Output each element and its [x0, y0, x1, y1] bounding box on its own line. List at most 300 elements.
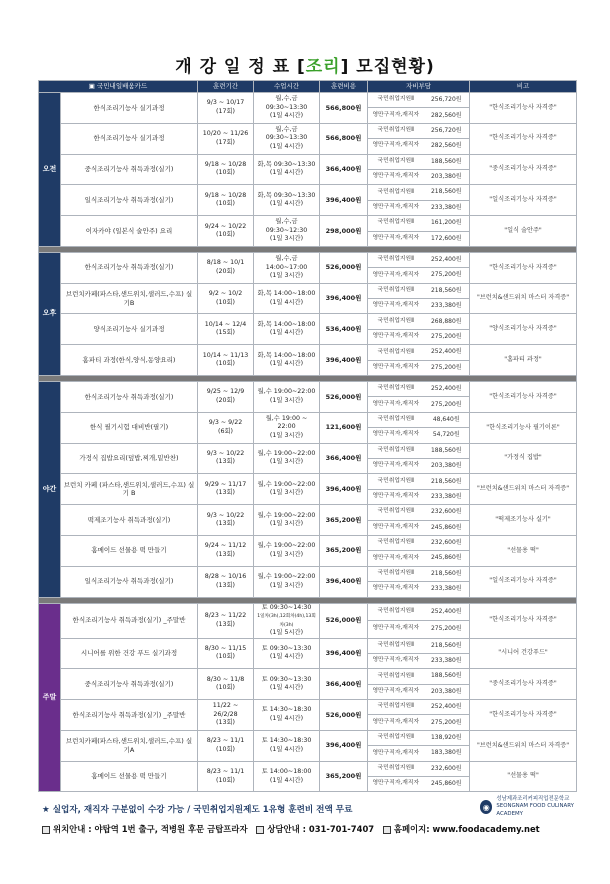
course-name-text: 한식조리기능사 취득과정(실기) _주말반 — [72, 616, 186, 625]
fee-label-text: 국민취업지원Ⅱ — [377, 317, 414, 324]
course-name — [61, 730, 198, 761]
course-period — [198, 283, 254, 314]
count-text: (13회) — [216, 458, 236, 466]
course-name-text: 홈파티 과정(한식,양식,동양요리) — [82, 355, 176, 364]
notice-text: 실업자, 재직자 구분없이 수강 가능 / 국민취업지원제도 1유형 훈련비 전액 무료 — [52, 805, 353, 815]
period-text: 9/25 ~ 12/9 — [206, 388, 245, 396]
course-name-text: 브런치카페(파스타,샌드위치,샐러드,수프) 실기B — [65, 289, 193, 307]
course-period — [198, 474, 254, 505]
course-row — [39, 603, 577, 621]
note-text: "브런치&샌드위치 마스터 자격증" — [476, 294, 570, 302]
period-text: 9/3 ~ 9/22 — [208, 419, 243, 427]
footer-notice — [42, 803, 352, 815]
fee-value-text: 188,560원 — [430, 157, 462, 165]
time-text: 월,수 19:00 ~ 22:00 — [265, 414, 308, 431]
course-price — [320, 505, 368, 536]
count-text: (10회) — [216, 653, 236, 661]
course-name — [61, 535, 198, 566]
hours-text: (1일 4시간) — [269, 329, 304, 337]
title-part3: ] 모집현황) — [340, 57, 435, 77]
count-text: (20회) — [216, 396, 236, 404]
course-price — [320, 252, 368, 283]
price-text: 566,800원 — [325, 134, 362, 143]
price-text: 365,200원 — [325, 546, 362, 555]
fee-value-text: 218,560원 — [430, 286, 462, 294]
course-row — [39, 252, 577, 267]
price-text: 121,600원 — [325, 423, 362, 432]
fee-label-2 — [368, 428, 424, 443]
fee-value-text: 218,560원 — [430, 188, 462, 196]
fee-value-text: 233,380원 — [430, 492, 462, 500]
course-price — [320, 474, 368, 505]
fee-value-text: 232,600원 — [430, 508, 462, 516]
fee-label-1 — [368, 154, 424, 169]
course-name-text: 홈메이드 선물용 떡 만들기 — [91, 772, 167, 781]
hours-text: (1일 4시간) — [269, 360, 304, 368]
fee-label-2 — [368, 715, 424, 730]
course-price — [320, 730, 368, 761]
course-note — [470, 505, 577, 536]
fee-value-text: 138,920원 — [430, 733, 462, 741]
course-price — [320, 93, 368, 124]
period-text: 9/29 ~ 11/17 — [204, 480, 247, 488]
course-name-text: 중식조리기능사 취득과정(실기) — [84, 165, 174, 174]
course-period — [198, 700, 254, 731]
course-price — [320, 185, 368, 216]
course-name-text: 한식 필기시험 대비반(필기) — [89, 423, 169, 432]
course-note — [470, 252, 577, 283]
fee-value-text: 268,880원 — [430, 317, 462, 325]
fee-label-text: 국민취업지원Ⅱ — [377, 703, 414, 710]
fee-label-1 — [368, 761, 424, 776]
count-text: (15회) — [216, 329, 236, 337]
fee-label-1 — [368, 603, 424, 621]
note-text: "중식조리기능사 자격증" — [489, 165, 557, 173]
course-period — [198, 314, 254, 345]
count-text: (13회) — [216, 489, 236, 497]
schedule-table — [38, 80, 577, 792]
course-period — [198, 382, 254, 413]
hours-text: (1일 3시간) — [269, 581, 304, 589]
course-time — [254, 93, 320, 124]
course-row — [39, 154, 577, 169]
course-name — [61, 283, 198, 314]
course-note — [470, 283, 577, 314]
fee-label-text: 영만구직자,재직자 — [372, 271, 420, 278]
fee-value-2 — [424, 397, 470, 412]
course-row — [39, 566, 577, 581]
note-text: "한식조리기능사 필기이론" — [486, 423, 560, 431]
fee-value-2 — [424, 489, 470, 504]
course-name-text: 한식조리기능사 실기과정 — [93, 103, 165, 112]
fee-value-text: 252,400원 — [430, 703, 462, 711]
note-text: "떡제조기능사 실기" — [495, 515, 551, 523]
fee-value-2 — [424, 551, 470, 566]
fee-label-text: 국민취업지원Ⅱ — [377, 127, 414, 134]
fee-value-text: 252,400원 — [430, 348, 462, 356]
course-time — [254, 638, 320, 669]
course-name-text: 홈메이드 선물용 떡 만들기 — [91, 546, 167, 555]
price-text: 536,400원 — [325, 324, 362, 333]
course-row — [39, 730, 577, 745]
period-text: 8/30 ~ 11/15 — [204, 644, 247, 652]
fee-label-text: 국민취업지원Ⅱ — [377, 157, 414, 164]
fee-label-text: 영만구직자,재직자 — [372, 585, 420, 592]
time-text: 월,수,금 14:00~17:00 — [265, 255, 308, 271]
course-note — [470, 474, 577, 505]
course-period — [198, 252, 254, 283]
period-text: 8/30 ~ 11/8 — [206, 675, 245, 683]
course-period — [198, 603, 254, 638]
course-note — [470, 185, 577, 216]
fee-label-2 — [368, 329, 424, 344]
course-note — [470, 382, 577, 413]
fee-label-text: 국민취업지원Ⅱ — [377, 385, 414, 392]
course-note — [470, 216, 577, 247]
note-text: "브런치&샌드위치 마스터 자격증" — [476, 741, 570, 749]
fee-label-1 — [368, 638, 424, 653]
count-text: (13회) — [216, 620, 236, 628]
course-time — [254, 474, 320, 505]
logo-subname: SEONGNAM FOOD CULINARY ACADEMY — [496, 803, 574, 817]
time-text: 월,수,금 09:30~12:30 — [265, 218, 308, 234]
course-note — [470, 154, 577, 185]
hours-text: (1일 3시간) — [269, 396, 304, 404]
logo-text — [496, 796, 590, 817]
fee-label-1 — [368, 566, 424, 581]
course-name-text: 한식조리기능사 취득과정(실기) — [84, 263, 174, 272]
fee-value-text: 172,600원 — [430, 234, 462, 242]
fee-label-text: 영만구직자,재직자 — [372, 493, 420, 500]
course-time — [254, 535, 320, 566]
hours-text: (1일 3시간) — [269, 489, 304, 497]
course-row — [39, 216, 577, 231]
fee-value-2 — [424, 653, 470, 668]
note-text: "시니어 건강푸드" — [498, 649, 548, 657]
course-period — [198, 216, 254, 247]
fee-label-text: 국민취업지원Ⅱ — [377, 672, 414, 679]
course-time — [254, 283, 320, 314]
fee-value-text: 233,380원 — [430, 302, 462, 310]
fee-label-text: 영만구직자,재직자 — [372, 204, 420, 211]
fee-value-1 — [424, 535, 470, 550]
fee-value-text: 275,200원 — [430, 718, 462, 726]
fee-label-1 — [368, 345, 424, 360]
course-price — [320, 638, 368, 669]
count-text: (10회) — [216, 231, 236, 239]
period-text: 8/18 ~ 10/1 — [206, 259, 245, 267]
period-text: 10/14 ~ 11/13 — [202, 351, 249, 359]
fee-value-2 — [424, 746, 470, 761]
fee-value-1 — [424, 185, 470, 200]
fee-label-1 — [368, 382, 424, 397]
location-icon — [42, 826, 50, 834]
fee-value-2 — [424, 777, 470, 792]
fee-value-text: 203,380원 — [430, 687, 462, 695]
course-period — [198, 345, 254, 376]
hours-text: (1일 4시간) — [269, 684, 304, 692]
fee-label-text: 국민취업지원Ⅱ — [377, 96, 414, 103]
fee-value-text: 188,560원 — [430, 672, 462, 680]
course-price — [320, 535, 368, 566]
fee-value-2 — [424, 231, 470, 246]
fee-label-1 — [368, 252, 424, 267]
course-name — [61, 505, 198, 536]
fee-value-text: 203,380원 — [430, 173, 462, 181]
fee-label-text: 영만구직자,재직자 — [372, 749, 420, 756]
fee-value-1 — [424, 314, 470, 329]
fee-value-text: 183,380원 — [430, 749, 462, 757]
fee-value-text: 54,720원 — [432, 431, 460, 439]
note-text: "홈파티 과정" — [504, 355, 542, 363]
hours-text: (1일 4시간) — [269, 745, 304, 753]
fee-value-text: 218,560원 — [430, 477, 462, 485]
fee-label-text: 국민취업지원Ⅱ — [377, 734, 414, 741]
course-time — [254, 382, 320, 413]
time-text: 토 14:30~18:30 — [261, 737, 312, 745]
note-text: "일식 술안주" — [504, 226, 542, 234]
fee-value-2 — [424, 428, 470, 443]
price-text: 396,400원 — [325, 649, 362, 657]
course-row — [39, 700, 577, 715]
course-note — [470, 638, 577, 669]
course-row — [39, 505, 577, 520]
course-note — [470, 700, 577, 731]
time-text: 월,수 19:00~22:00 — [257, 388, 316, 396]
fee-value-1 — [424, 216, 470, 231]
fee-value-2 — [424, 360, 470, 375]
fee-label-2 — [368, 397, 424, 412]
period-text: 8/23 ~ 11/1 — [206, 768, 245, 776]
session-label — [39, 382, 61, 597]
fee-value-2 — [424, 520, 470, 535]
fee-value-2 — [424, 582, 470, 597]
fee-value-1 — [424, 700, 470, 715]
fee-value-1 — [424, 154, 470, 169]
fee-label-text: 영만구직자,재직자 — [372, 400, 420, 407]
course-time — [254, 216, 320, 247]
fee-label-2 — [368, 551, 424, 566]
course-time — [254, 505, 320, 536]
table-body — [39, 93, 577, 792]
period-text: 11/22 ~ 26/2/28 — [212, 702, 239, 718]
course-row — [39, 412, 577, 427]
header-card: ▣ 국민내일배움카드 — [39, 81, 198, 93]
course-period — [198, 412, 254, 443]
period-text: 8/23 ~ 11/22 — [204, 612, 247, 619]
course-period — [198, 638, 254, 669]
course-note — [470, 93, 577, 124]
fee-value-1 — [424, 252, 470, 267]
hours-text: (1일 4시간) — [269, 714, 304, 722]
note-text: "선물용 떡" — [507, 772, 539, 780]
price-text: 396,400원 — [325, 484, 362, 493]
course-name — [61, 638, 198, 669]
time-text: 화,목 14:00~18:00 — [257, 351, 316, 359]
course-period — [198, 505, 254, 536]
fee-value-text: 275,200원 — [430, 271, 462, 279]
course-name — [61, 154, 198, 185]
fee-value-text: 252,400원 — [430, 607, 462, 615]
fee-value-text: 245,860원 — [430, 554, 462, 562]
fee-label-2 — [368, 582, 424, 597]
count-text: (10회) — [216, 298, 236, 306]
course-row — [39, 93, 577, 108]
course-period — [198, 93, 254, 124]
fee-label-2 — [368, 777, 424, 792]
fee-value-text: 203,380원 — [430, 462, 462, 470]
course-note — [470, 669, 577, 700]
fee-label-text: 영만구직자,재직자 — [372, 687, 420, 694]
period-text: 9/3 ~ 10/17 — [206, 99, 245, 107]
fee-label-text: 영만구직자,재직자 — [372, 462, 420, 469]
hours-text: (1일 4시간) — [269, 298, 304, 306]
fee-label-text: 영만구직자,재직자 — [372, 780, 420, 787]
session-label-text: 오전 — [42, 164, 57, 173]
course-name-text: 시니어를 위한 건강 푸드 실기과정 — [80, 649, 178, 657]
homepage-link[interactable]: 홈페이지: www.foodacademy.net — [393, 824, 540, 834]
course-price — [320, 283, 368, 314]
fee-value-2 — [424, 329, 470, 344]
fee-value-2 — [424, 299, 470, 314]
logo-name: 성남제과조리커피직업전문학교 — [496, 796, 570, 803]
course-row — [39, 314, 577, 329]
fee-value-text: 232,600원 — [430, 539, 462, 547]
course-name-text: 떡제조기능사 취득과정(실기) — [87, 515, 171, 524]
note-text: "한식조리기능사 자격증" — [489, 392, 557, 400]
course-note — [470, 314, 577, 345]
session-label-text: 오후 — [42, 309, 57, 318]
course-row — [39, 382, 577, 397]
count-text: (20회) — [216, 267, 236, 275]
count-text: (17회) — [216, 138, 236, 146]
fee-label-1 — [368, 123, 424, 138]
period-text: 9/3 ~ 10/22 — [206, 449, 245, 457]
note-text: "일식조리기능사 자격증" — [489, 196, 557, 204]
session-label — [39, 93, 61, 247]
fee-value-2 — [424, 268, 470, 283]
course-name — [61, 216, 198, 247]
time-detail-text: 1일차(3h),12회차(4h),13회차(3h) — [257, 614, 316, 628]
fee-value-text: 282,560원 — [430, 142, 462, 150]
hours-text: (1일 3시간) — [269, 520, 304, 528]
fee-value-text: 275,200원 — [430, 363, 462, 371]
course-name — [61, 93, 198, 124]
course-price — [320, 603, 368, 638]
price-text: 298,000원 — [325, 226, 362, 235]
fee-value-1 — [424, 123, 470, 138]
course-note — [470, 123, 577, 154]
course-name-text: 중식조리기능사 취득과정(실기) — [84, 679, 174, 688]
header-fee: 훈련비용 — [320, 81, 368, 93]
fee-label-2 — [368, 458, 424, 473]
course-period — [198, 761, 254, 792]
course-price — [320, 154, 368, 185]
course-price — [320, 669, 368, 700]
fee-label-2 — [368, 746, 424, 761]
fee-value-text: 161,200원 — [430, 219, 462, 227]
fee-label-text: 영만구직자,재직자 — [372, 363, 420, 370]
session-label — [39, 252, 61, 375]
fee-label-text: 영만구직자,재직자 — [372, 333, 420, 340]
course-name — [61, 123, 198, 154]
fee-label-text: 국민취업지원Ⅱ — [377, 286, 414, 293]
session-label-text: 야간 — [42, 484, 57, 493]
period-text: 8/23 ~ 11/1 — [206, 737, 245, 745]
price-text: 396,400원 — [325, 577, 362, 586]
count-text: (13회) — [216, 520, 236, 528]
course-period — [198, 154, 254, 185]
page-title — [0, 52, 610, 77]
note-text: "선물용 떡" — [507, 546, 539, 554]
period-text: 9/24 ~ 11/12 — [204, 542, 247, 550]
fee-value-1 — [424, 730, 470, 745]
fee-value-text: 275,200원 — [430, 400, 462, 408]
course-name — [61, 566, 198, 597]
fee-label-text: 영만구직자,재직자 — [372, 625, 420, 632]
fee-value-text: 275,200원 — [430, 625, 462, 633]
price-text: 526,000원 — [325, 710, 362, 719]
fee-value-1 — [424, 345, 470, 360]
count-text: (13회) — [216, 719, 236, 727]
fee-label-1 — [368, 185, 424, 200]
fee-value-1 — [424, 761, 470, 776]
time-text: 월,수 19:00~22:00 — [257, 542, 316, 550]
fee-label-1 — [368, 93, 424, 108]
fee-label-2 — [368, 520, 424, 535]
footer-contact — [42, 823, 540, 835]
logo-mark-icon: ◉ — [480, 800, 492, 814]
note-text: "한식조리기능사 자격증" — [489, 103, 557, 111]
fee-value-text: 218,560원 — [430, 569, 462, 577]
price-text: 526,000원 — [325, 616, 362, 625]
course-price — [320, 123, 368, 154]
fee-value-1 — [424, 566, 470, 581]
course-period — [198, 730, 254, 761]
count-text: (10회) — [216, 200, 236, 208]
course-price — [320, 700, 368, 731]
fee-label-text: 국민취업지원Ⅱ — [377, 570, 414, 576]
course-name-text: 브런치카페(파스타,샌드위치,샐러드,수프) 실기A — [65, 736, 193, 754]
fee-label-2 — [368, 653, 424, 668]
course-time — [254, 700, 320, 731]
fee-value-1 — [424, 412, 470, 427]
count-text: (13회) — [216, 581, 236, 589]
time-text: 화,목 09:30~13:30 — [257, 160, 316, 168]
course-price — [320, 314, 368, 345]
hours-text: (1일 4시간) — [269, 169, 304, 177]
fee-label-text: 영만구직자,재직자 — [372, 142, 420, 149]
hours-text: (1일 4시간) — [269, 653, 304, 661]
fee-value-text: 275,200원 — [430, 333, 462, 340]
hours-text: (1일 5시간) — [269, 629, 304, 636]
course-period — [198, 669, 254, 700]
fee-label-text: 영만구직자,재직자 — [372, 523, 420, 530]
course-period — [198, 185, 254, 216]
fee-value-1 — [424, 443, 470, 458]
period-text: 10/14 ~ 12/4 — [204, 320, 247, 328]
fee-value-1 — [424, 382, 470, 397]
fee-value-2 — [424, 139, 470, 154]
time-text: 토 14:00~18:00 — [261, 768, 312, 776]
session-label-text: 주말 — [42, 692, 57, 701]
phone-text[interactable]: 상담안내 : 031-701-7407 — [267, 824, 375, 834]
fee-value-2 — [424, 458, 470, 473]
course-note — [470, 730, 577, 761]
fee-label-text: 영만구직자,재직자 — [372, 431, 420, 438]
fee-label-text: 영만구직자,재직자 — [372, 111, 420, 118]
fee-label-2 — [368, 360, 424, 375]
